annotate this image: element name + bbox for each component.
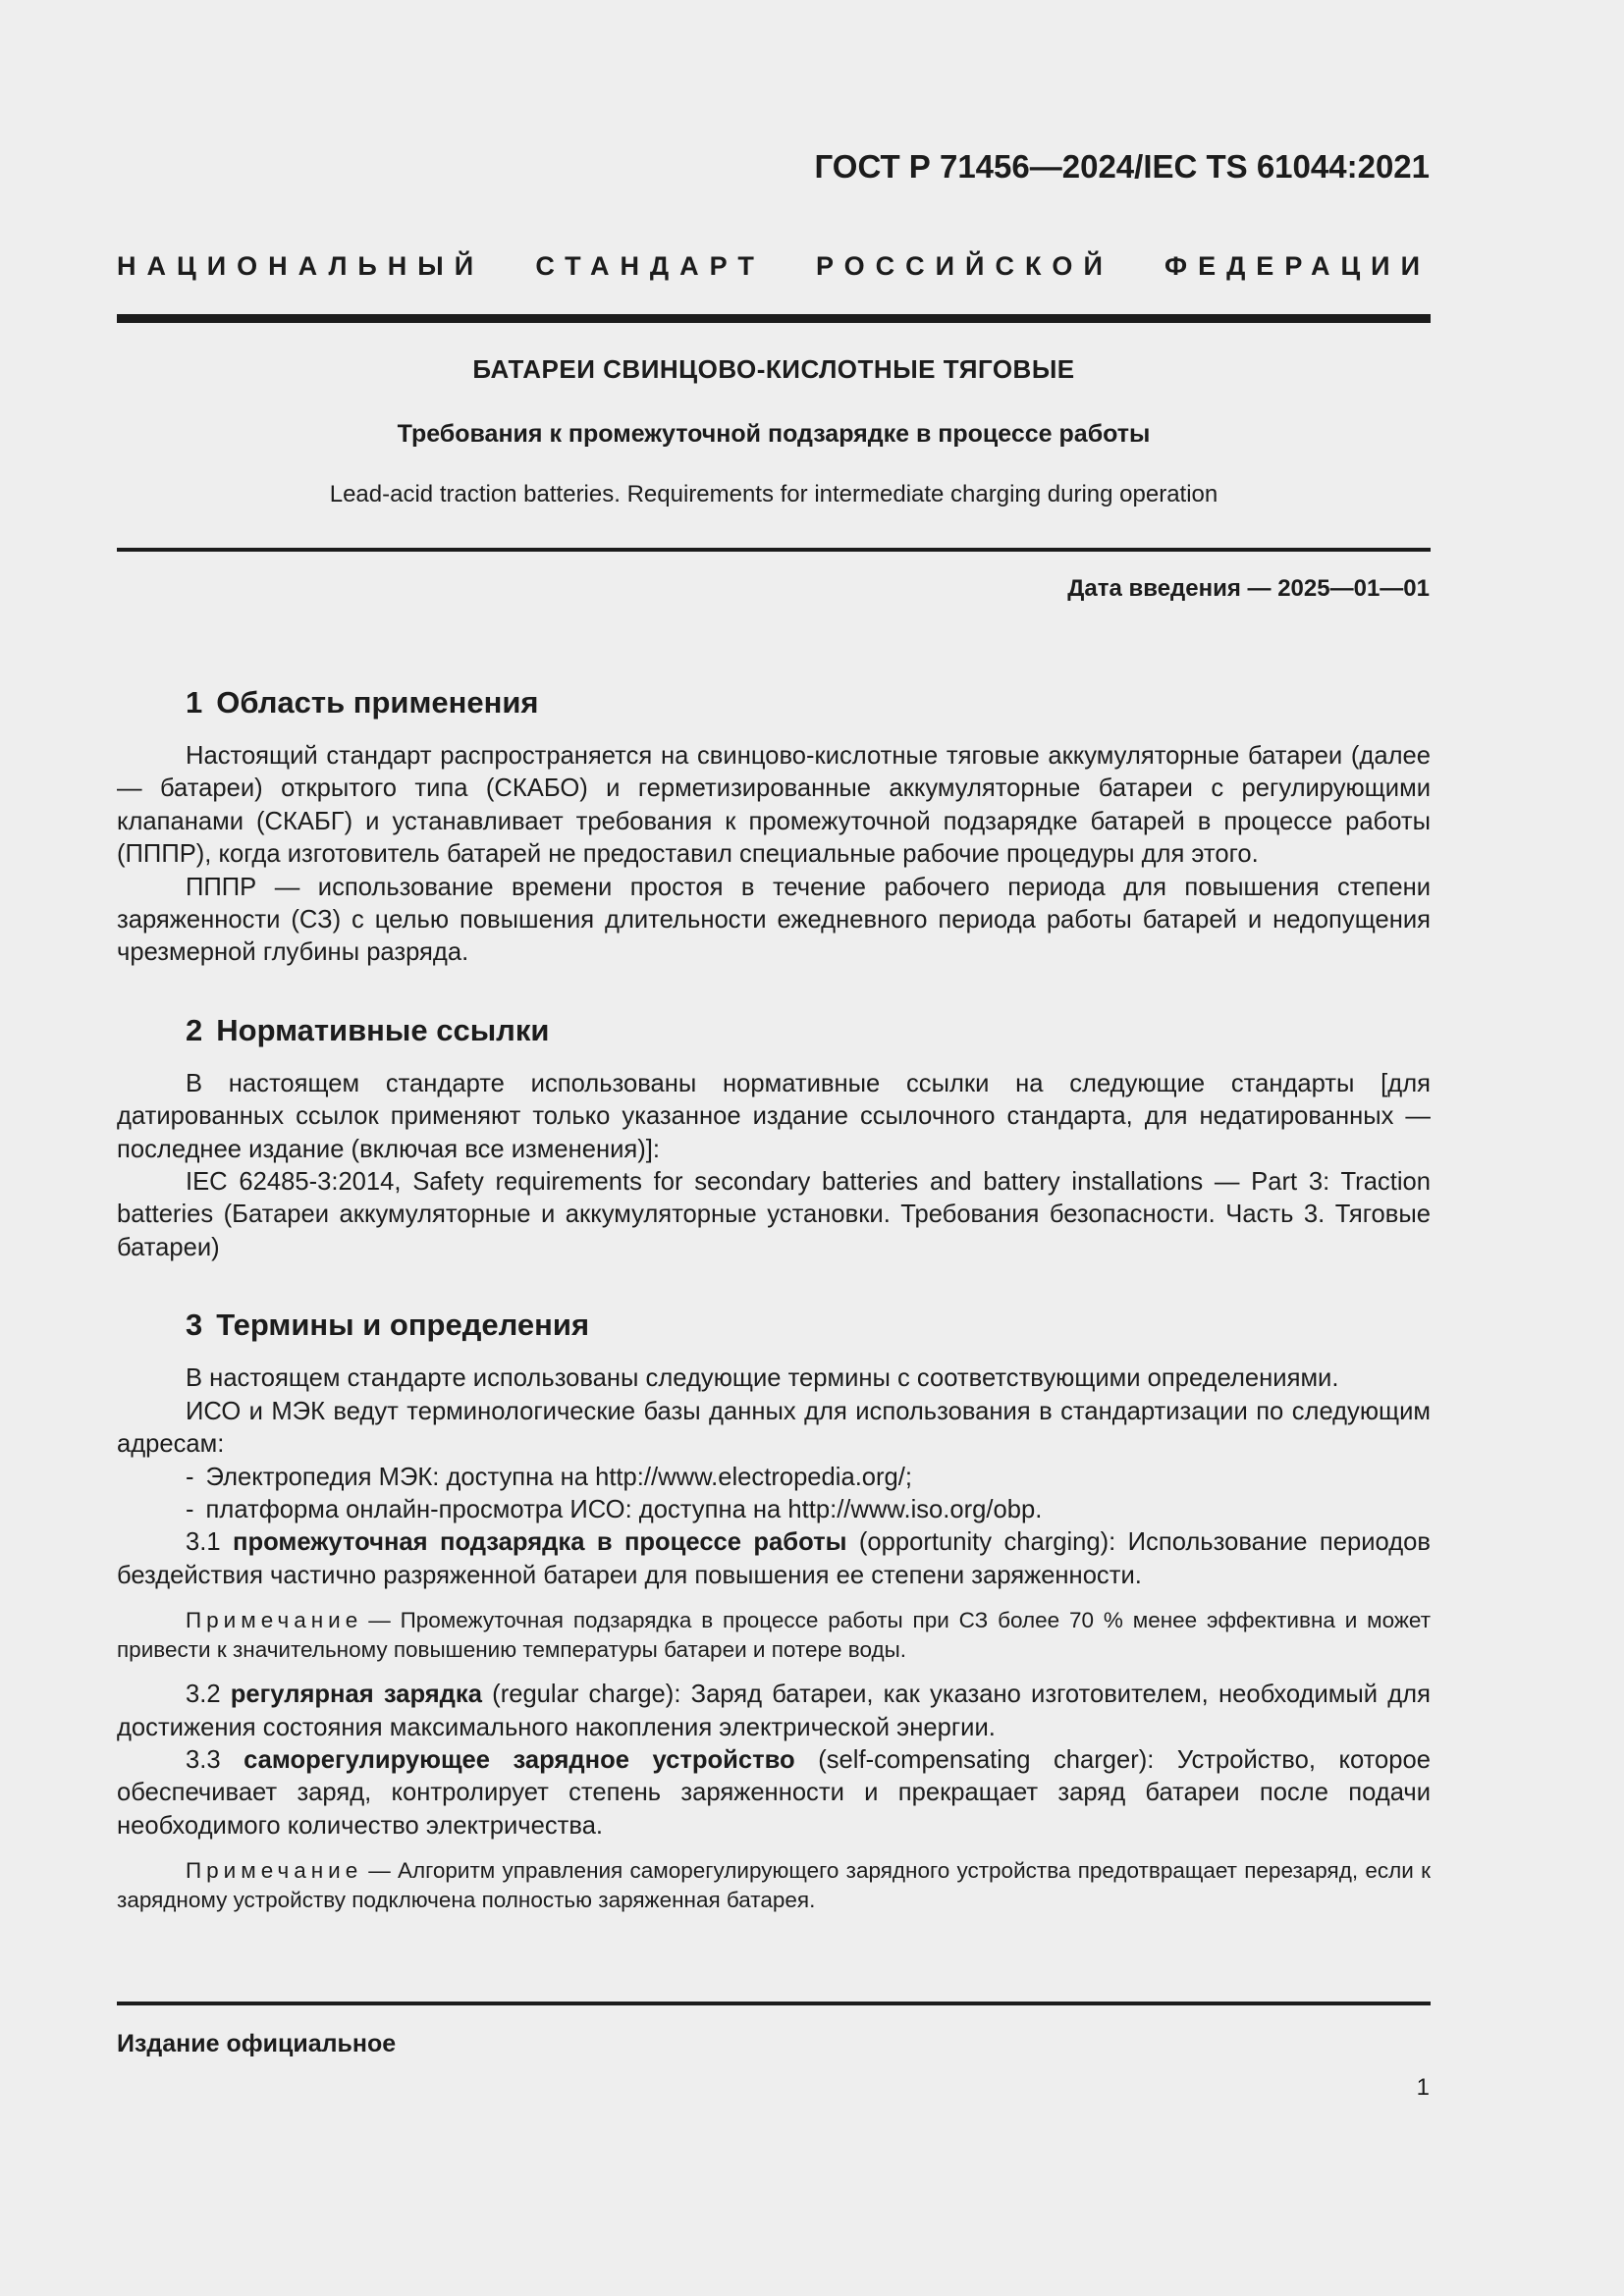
document-subtitle: Требования к промежуточной подзарядке в процессе работы bbox=[397, 420, 1151, 448]
term-name: саморегулирующее зарядное устройство bbox=[244, 1745, 795, 1774]
paragraph: ПППР — использование времени простоя в течение рабочего периода для повышения степени заряженности (СЗ) с целью повышения длительности ежедневного периода работы батарей и недопущения чрезмерной глубины разряда. bbox=[117, 873, 1431, 967]
note bbox=[117, 1606, 1431, 1665]
paragraph: ИСО и МЭК ведут терминологические базы данных для использования в стандартизации по следующим адресам: bbox=[117, 1397, 1431, 1459]
note bbox=[117, 1856, 1431, 1915]
note-label: Примечание bbox=[186, 1608, 363, 1633]
section-heading-normative-references bbox=[117, 1001, 1431, 1060]
term-number: 3.1 bbox=[186, 1528, 221, 1557]
term-text: (regular charge): Заряд батареи, как указано изготовителем, необходимый для достижения состояния максимального накопления электрической энергии. bbox=[117, 1681, 1431, 1741]
list-item bbox=[117, 1462, 1431, 1494]
list-item-text: Электропедия МЭК: доступна на http://www.electropedia.org/; bbox=[205, 1463, 913, 1491]
list-marker: - bbox=[186, 1463, 194, 1491]
section-heading-terms bbox=[117, 1296, 1431, 1355]
section-number: 1 bbox=[186, 685, 203, 720]
section-number: 2 bbox=[186, 1012, 203, 1047]
list-item bbox=[117, 1494, 1431, 1526]
term-name: регулярная зарядка bbox=[230, 1681, 482, 1709]
paragraph: В настоящем стандарте использованы нормативные ссылки на следующие стандарты [для датированных ссылок применяют только указанное издание ссылочного стандарта, для недатированных — последнее издание (включая все изменения)]: bbox=[117, 1069, 1431, 1163]
term-text: (self-compensating charger): Устройство, которое обеспечивает заряд, контролирует степень заряженности и прекращает заряд батареи после подачи необходимого количество электричества. bbox=[117, 1745, 1431, 1840]
term-number: 3.2 bbox=[186, 1681, 221, 1709]
document-body bbox=[117, 673, 1431, 1929]
footer-divider bbox=[117, 2002, 1431, 2005]
section-number: 3 bbox=[186, 1308, 203, 1343]
document-title: БАТАРЕИ СВИНЦОВО-КИСЛОТНЫЕ ТЯГОВЫЕ bbox=[472, 354, 1075, 384]
term-definition bbox=[117, 1526, 1431, 1592]
term-text: (opportunity charging): Использование периодов бездействия частично разряженной батареи для повышения ее степени заряженности. bbox=[117, 1528, 1431, 1589]
note-text: — Промежуточная подзарядка в процессе работы при СЗ более 70 % менее эффективна и может привести к значительному повышению температуры батареи и потере воды. bbox=[117, 1608, 1431, 1663]
thick-divider bbox=[117, 314, 1431, 323]
section-title: Нормативные ссылки bbox=[216, 1012, 550, 1047]
paragraph: Настоящий стандарт распространяется на свинцово-кислотные тяговые аккумуляторные батареи (далее — батареи) открытого типа (СКАБО) и герметизированные аккумуляторные батареи с регулирующими клапанами (СКАБГ) и устанавливает требования к промежуточной подзарядке батарей в процессе работы (ПППР), когда изготовитель батарей не предоставил специальные рабочие процедуры для этого. bbox=[117, 742, 1431, 869]
title-divider bbox=[117, 548, 1431, 552]
note-text: — Алгоритм управления саморегулирующего зарядного устройства предотвращает перезаряд, если к зарядному устройству подключена полностью заряженная батарея. bbox=[117, 1858, 1431, 1913]
note-label: Примечание bbox=[186, 1858, 363, 1884]
section-heading-scope bbox=[117, 673, 1431, 732]
page-number: 1 bbox=[1416, 2074, 1430, 2101]
official-edition-label: Издание официальное bbox=[117, 2030, 397, 2057]
term-name: промежуточная подзарядка в процессе работы bbox=[233, 1528, 847, 1557]
reference-entry: IEC 62485-3:2014, Safety requirements for secondary batteries and battery installations — Part 3: Traction batteries (Батареи аккумуляторные и аккумуляторные установки. Требования безопасности. Часть 3. Тяговые батареи) bbox=[117, 1168, 1431, 1261]
standard-code: ГОСТ Р 71456—2024/IEC TS 61044:2021 bbox=[814, 148, 1430, 185]
document-title-english: Lead-acid traction batteries. Requirements for intermediate charging during operation bbox=[329, 481, 1218, 507]
section-title: Область применения bbox=[216, 685, 539, 720]
section-title: Термины и определения bbox=[216, 1308, 590, 1343]
paragraph: В настоящем стандарте использованы следующие термины с соответствующими определениями. bbox=[186, 1364, 1339, 1393]
term-definition bbox=[117, 1679, 1431, 1744]
list-item-text: платформа онлайн-просмотра ИСО: доступна на http://www.iso.org/obp. bbox=[205, 1495, 1043, 1523]
national-standard-banner: НАЦИОНАЛЬНЫЙ СТАНДАРТ РОССИЙСКОЙ ФЕДЕРАЦИИ bbox=[117, 251, 1431, 281]
introduction-date: Дата введения — 2025—01—01 bbox=[1067, 575, 1430, 602]
term-number: 3.3 bbox=[186, 1745, 221, 1774]
term-definition bbox=[117, 1744, 1431, 1842]
list-marker: - bbox=[186, 1495, 194, 1523]
